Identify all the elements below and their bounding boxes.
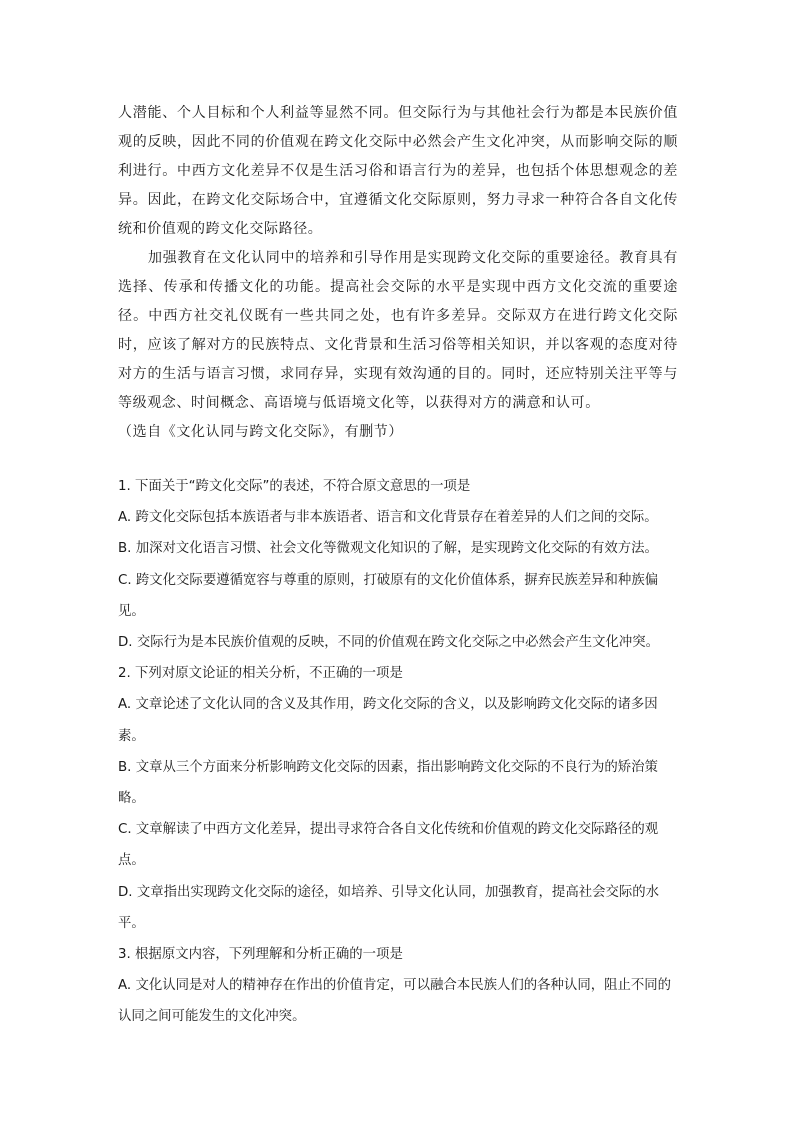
- passage-paragraph-1: 人潜能、个人目标和个人利益等显然不同。但交际行为与其他社会行为都是本民族价值观的反映，因此不同的价值观在跨文化交际中必然会产生文化冲突，从而影响交际的顺利进行。中西方文化差异不仅是生活习俗和语言行为的差异，也包括个体思想观念的差异。因此，在跨文化交际场合中，宜遵循文化交际原则，努力寻求一种符合各自文化传统和价值观的跨文化交际路径。: [118, 105, 678, 237]
- question-1-stem: 1. 下面关于“跨文化交际”的表述，不符合原文意思的一项是: [118, 479, 471, 494]
- question-3-option-a: A. 文化认同是对人的精神存在作出的价值肯定，可以融合本民族人们的各种认同，阻止不同的认同之间可能发生的文化冲突。: [118, 978, 672, 1025]
- question-1-option-a: A. 跨文化交际包括本族语者与非本族语者、语言和文化背景存在着差异的人们之间的交际。: [118, 510, 658, 526]
- passage-source: （选自《文化认同与跨文化交际》，有删节）: [118, 424, 403, 440]
- question-1-option-c: C. 跨文化交际要遵循宽容与尊重的原则，打破原有的文化价值体系，摒弃民族差异和种族偏见。: [118, 572, 659, 619]
- question-1-option-d: D. 交际行为是本民族价值观的反映，不同的价值观在跨文化交际之中必然会产生文化冲突。: [118, 635, 660, 651]
- reading-passage: [118, 99, 678, 447]
- question-1-option-b: B. 加深对文化语言习惯、社会文化等微观文化知识的了解，是实现跨文化交际的有效方法。: [118, 541, 658, 557]
- passage-paragraph-2: 加强教育在文化认同中的培养和引导作用是实现跨文化交际的重要途径。教育具有选择、传承和传播文化的功能。提高社会交际的水平是实现中西方文化交流的重要途径。中西方社交礼仪既有一些共同之处，也有许多差异。交际双方在进行跨文化交际时，应该了解对方的民族特点、文化背景和生活习俗等相关知识，并以客观的态度对待对方的生活与语言习惯，求同存异，实现有效沟通的目的。同时，还应特别关注平等与等级观念、时间概念、高语境与低语境文化等，以获得对方的满意和认可。: [118, 250, 678, 411]
- question-2-option-d: D. 文章指出实现跨文化交际的途径，如培养、引导文化认同，加强教育，提高社会交际的水平。: [118, 884, 660, 931]
- question-2-option-b: B. 文章从三个方面来分析影响跨文化交际的因素，指出影响跨文化交际的不良行为的矫治策略。: [118, 759, 658, 807]
- question-section: [118, 471, 680, 1033]
- question-2-option-a: A. 文章论述了文化认同的含义及其作用，跨文化交际的含义，以及影响跨文化交际的诸多因素。: [118, 697, 658, 744]
- question-2-option-c: C. 文章解读了中西方文化差异，提出寻求符合各自文化传统和价值观的跨文化交际路径的观点。: [118, 822, 659, 869]
- question-2-stem: 2. 下列对原文论证的相关分析，不正确的一项是: [118, 666, 403, 682]
- question-3-stem: 3. 根据原文内容，下列理解和分析正确的一项是: [118, 947, 403, 963]
